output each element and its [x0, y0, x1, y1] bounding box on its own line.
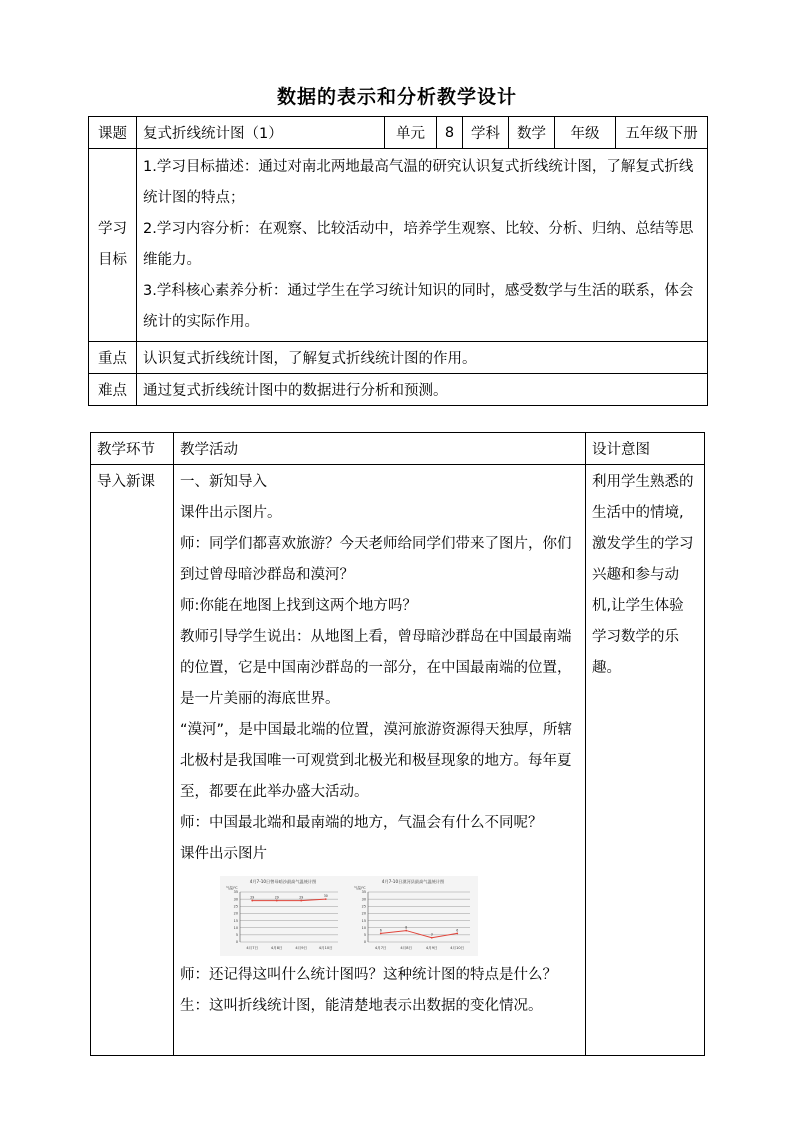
data-label: 3: [430, 932, 433, 937]
intent-cell: [586, 465, 705, 1056]
x-tick-label: 4月9日: [425, 946, 438, 950]
activity-line-2: 课件出示图片。: [180, 505, 282, 521]
data-label: 29: [274, 895, 279, 900]
activity-line-4: 师:你能在地图上找到这两个地方吗？: [180, 598, 417, 614]
y-tick-label: 5: [363, 933, 366, 938]
data-point: [431, 937, 433, 939]
data-label: 29: [250, 895, 255, 900]
header-stage: 教学环节: [91, 433, 174, 465]
x-tick-label: 4月7日: [246, 946, 259, 950]
data-label: 6: [379, 928, 382, 933]
activity-line-1: 一、新知导入: [180, 474, 267, 490]
series-line: [381, 931, 458, 938]
objective-item-2: 2.学习内容分析：在观察、比较活动中，培养学生观察、比较、分析、归纳、总结等思维能力。: [143, 221, 694, 268]
y-tick-label: 15: [361, 918, 366, 923]
process-row-intro: [91, 465, 705, 1056]
x-tick-label: 4月10日: [318, 946, 333, 950]
y-tick-label: 10: [361, 925, 366, 930]
chart-ylabel: 气温/℃: [226, 886, 238, 890]
x-tick-label: 4月7日: [374, 946, 387, 950]
data-point: [380, 933, 382, 935]
x-tick-label: 4月8日: [400, 946, 413, 950]
y-tick-label: 35: [233, 890, 238, 895]
header-intent: 设计意图: [586, 433, 705, 465]
data-point: [251, 900, 253, 902]
activity-line-7: 师：中国最北端和最南端的地方，气温会有什么不同呢？: [180, 815, 543, 831]
y-tick-label: 20: [361, 911, 366, 916]
data-label: 8: [405, 925, 408, 930]
y-tick-label: 35: [361, 890, 366, 895]
chart-title: 4月7-10日漠河县最高气温统计图: [381, 879, 445, 884]
difficulty-label: 难点: [89, 374, 137, 406]
x-tick-label: 4月10日: [450, 946, 465, 950]
topic-label: 课题: [89, 117, 137, 149]
y-tick-label: 0: [235, 940, 238, 945]
data-point: [276, 900, 278, 902]
data-label: 30: [323, 894, 328, 899]
x-tick-label: 4月9日: [295, 946, 308, 950]
activity-cell: [174, 465, 586, 1056]
objective-item-1: 1.学习目标描述：通过对南北两地最高气温的研究认识复式折线统计图，了解复式折线统计图的特点；: [143, 159, 694, 206]
objectives-text: [137, 149, 708, 342]
activity-line-8: 课件出示图片: [180, 846, 267, 862]
activity-line-6: “漠河”，是中国最北端的位置，漠河旅游资源得天独厚，所辖北极村是我国唯一可观赏到北极光和极昼现象的地方。每年夏至，都要在此举办盛大活动。: [180, 722, 573, 800]
data-point: [325, 898, 327, 900]
temperature-charts-image: [220, 876, 478, 956]
y-tick-label: 5: [235, 933, 238, 938]
chart-title: 4月7-10日曾母暗沙最高气温统计图: [249, 879, 317, 884]
chart-ylabel: 气温/℃: [354, 886, 366, 890]
topic-value: 复式折线统计图（1）: [137, 117, 385, 149]
stage-cell: [91, 465, 174, 1056]
objectives-label-line1: 学习: [98, 221, 127, 237]
data-point: [300, 900, 302, 902]
grade-value: 五年级下册: [616, 117, 708, 149]
lesson-info-row: [89, 117, 708, 149]
activity-line-3: 师：同学们都喜欢旅游？今天老师给同学们带来了图片，你们到过曾母暗沙群岛和漠河？: [180, 536, 572, 583]
y-tick-label: 10: [233, 925, 238, 930]
subject-value: 数学: [509, 117, 555, 149]
data-label: 29: [299, 895, 304, 900]
teaching-process-table: [90, 432, 705, 1056]
key-point-text: 认识复式折线统计图，了解复式折线统计图的作用。: [137, 342, 708, 374]
y-tick-label: 30: [233, 897, 238, 902]
y-tick-label: 25: [361, 904, 366, 909]
data-point: [405, 930, 407, 932]
objectives-label-line2: 目标: [98, 252, 127, 268]
temperature-charts-svg: [220, 876, 478, 956]
activity-line-9: 师：还记得这叫什么统计图吗？这种统计图的特点是什么？: [180, 967, 557, 983]
x-tick-label: 4月8日: [270, 946, 283, 950]
objective-item-3: 3.学科核心素养分析：通过学生在学习统计知识的同时，感受数学与生活的联系，体会统计的实际作用。: [143, 283, 694, 330]
activity-line-10: 生：这叫折线统计图，能清楚地表示出数据的变化情况。: [180, 998, 543, 1014]
unit-label: 单元: [385, 117, 437, 149]
objectives-row: [89, 149, 708, 342]
y-tick-label: 30: [361, 897, 366, 902]
key-point-row: [89, 342, 708, 374]
grade-label: 年级: [555, 117, 616, 149]
objectives-label: [89, 149, 137, 342]
document-title: 数据的表示和分析教学设计: [276, 86, 517, 108]
subject-label: 学科: [463, 117, 509, 149]
lesson-info-table: [88, 116, 708, 406]
header-activity: 教学活动: [174, 433, 586, 465]
unit-value: 8: [437, 117, 463, 149]
activity-line-5: 教师引导学生说出：从地图上看，曾母暗沙群岛在中国最南端的位置，它是中国南沙群岛的一部分，在中国最南端的位置，是一片美丽的海底世界。: [180, 629, 572, 707]
y-tick-label: 15: [233, 918, 238, 923]
y-tick-label: 0: [363, 940, 366, 945]
intent-text: 利用学生熟悉的生活中的情境,激发学生的学习兴趣和参与动机,让学生体验学习数学的乐趣。: [592, 474, 694, 676]
stage-label: 导入新课: [97, 474, 155, 490]
y-tick-label: 25: [233, 904, 238, 909]
y-tick-label: 20: [233, 911, 238, 916]
difficulty-text: 通过复式折线统计图中的数据进行分析和预测。: [137, 374, 708, 406]
key-point-label: 重点: [89, 342, 137, 374]
difficulty-row: [89, 374, 708, 406]
data-label: 6: [456, 928, 459, 933]
data-point: [456, 933, 458, 935]
process-header-row: [91, 433, 705, 465]
